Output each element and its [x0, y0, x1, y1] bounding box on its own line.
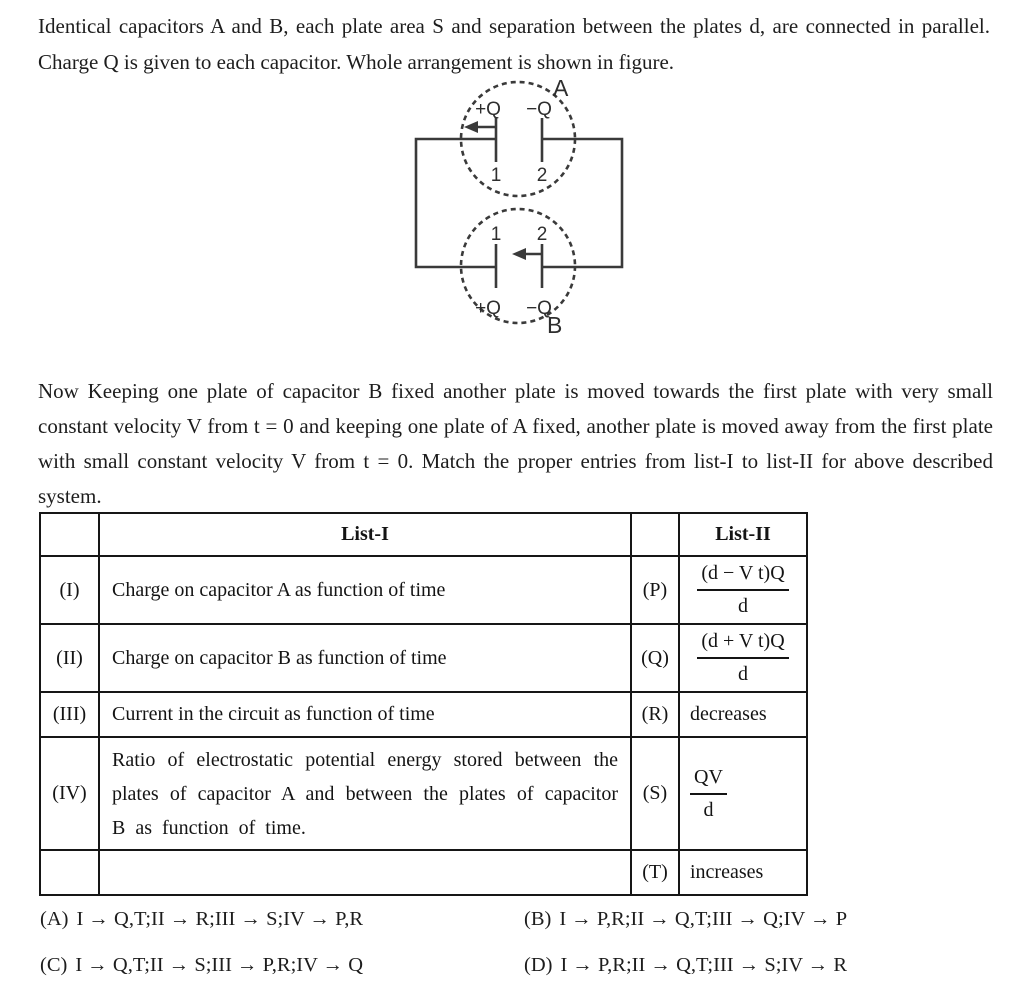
capacitor-b-label: B	[547, 312, 563, 338]
fraction-denominator: d	[737, 595, 748, 617]
list2-key: (P)	[631, 556, 679, 624]
table-header-row	[40, 513, 807, 556]
fraction	[697, 561, 788, 619]
fraction-numerator: QV	[690, 765, 727, 795]
list2-value	[679, 624, 807, 692]
row-number: (III)	[40, 692, 99, 737]
row-number-empty	[40, 850, 99, 895]
option-d-label: (D)	[524, 954, 553, 976]
fraction-numerator: (d − V t)Q	[697, 561, 788, 591]
cap-a-plate2-label: 2	[536, 165, 548, 186]
capacitor-a-label: A	[553, 75, 569, 101]
match-list-table	[39, 512, 808, 896]
fraction	[690, 765, 727, 823]
table-row	[40, 737, 807, 850]
option-c-text: I → Q,T;II → S;III → P,R;IV → Q	[75, 954, 364, 976]
cap-b-plate1-label: 1	[490, 224, 502, 245]
circuit-wire-right	[542, 139, 622, 267]
fraction-numerator: (d + V t)Q	[697, 629, 788, 659]
list2-key: (Q)	[631, 624, 679, 692]
option-d-text: I → P,R;II → Q,T;III → S;IV → R	[560, 954, 848, 976]
arrow-a-head-icon	[464, 121, 478, 133]
list1-entry: Current in the circuit as function of time	[99, 692, 631, 737]
row-number: (IV)	[40, 737, 99, 850]
option-d	[524, 954, 847, 977]
list2-value: increases	[679, 850, 807, 895]
table-row	[40, 692, 807, 737]
cap-a-minus-charge-label: −Q	[526, 99, 552, 120]
question-paragraph: Now Keeping one plate of capacitor B fixed another plate is moved towards the first plate with very small constant velocity V from t = 0 and keeping one plate of A fixed, another plate is moved away from the first plate with small constant velocity V from t = 0. Match the proper entries from list-I to list-II for above described system.	[38, 379, 993, 508]
table-row	[40, 556, 807, 624]
arrow-b-head-icon	[512, 248, 526, 260]
list1-header: List-I	[99, 513, 631, 556]
list2-header: List-II	[679, 513, 807, 556]
cap-b-minus-charge-label: −Q	[526, 298, 552, 319]
header-empty-cell	[40, 513, 99, 556]
option-c	[40, 954, 363, 977]
list1-entry-empty	[99, 850, 631, 895]
circuit-wire-left	[416, 139, 496, 267]
circuit-figure	[390, 74, 650, 346]
option-b-label: (B)	[524, 908, 552, 930]
row-number: (I)	[40, 556, 99, 624]
fraction	[697, 629, 788, 687]
fraction-denominator: d	[703, 798, 714, 821]
fraction-denominator: d	[737, 663, 748, 685]
list1-entry: Ratio of electrostatic potential energy stored between the plates of capacitor A and between the plates of capacitor B as function of time.	[99, 737, 631, 850]
header-empty-cell	[631, 513, 679, 556]
option-b	[524, 908, 847, 931]
list2-key: (R)	[631, 692, 679, 737]
table-row	[40, 850, 807, 895]
list2-value	[679, 556, 807, 624]
list2-key: (S)	[631, 737, 679, 850]
option-a-text: I → Q,T;II → R;III → S;IV → P,R	[76, 908, 364, 930]
list1-entry: Charge on capacitor A as function of time	[99, 556, 631, 624]
list2-key: (T)	[631, 850, 679, 895]
cap-a-plus-charge-label: +Q	[475, 99, 501, 120]
list2-value: decreases	[679, 692, 807, 737]
cap-b-plus-charge-label: +Q	[475, 298, 501, 319]
option-a-label: (A)	[40, 908, 69, 930]
cap-b-plate2-label: 2	[536, 224, 548, 245]
intro-paragraph: Identical capacitors A and B, each plate area S and separation between the plates d, are connected in parallel. Charge Q is given to each capacitor. Whole arrangement is shown in figure.	[38, 14, 990, 74]
option-a	[40, 908, 363, 931]
table-row	[40, 624, 807, 692]
list1-entry: Charge on capacitor B as function of time	[99, 624, 631, 692]
option-b-text: I → P,R;II → Q,T;III → Q;IV → P	[559, 908, 848, 930]
option-c-label: (C)	[40, 954, 68, 976]
row-number: (II)	[40, 624, 99, 692]
cap-a-plate1-label: 1	[490, 165, 502, 186]
list2-value	[679, 737, 807, 850]
